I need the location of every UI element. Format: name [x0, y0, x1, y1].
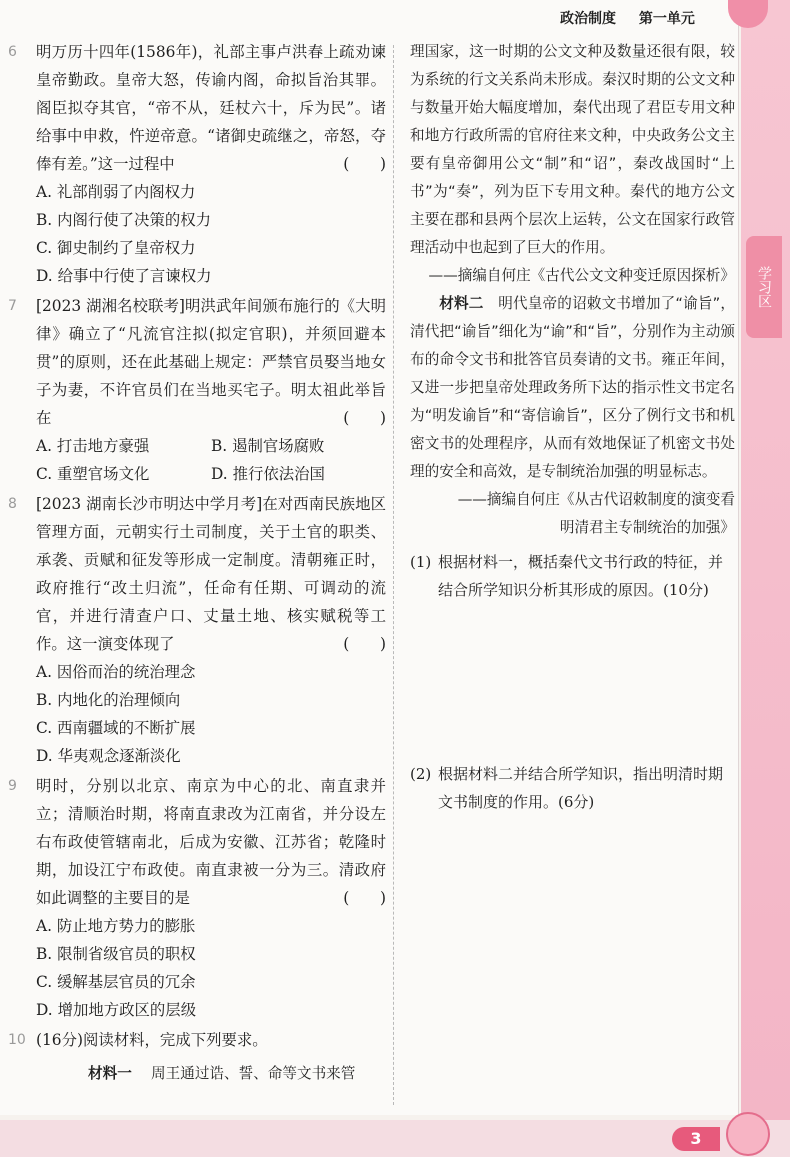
- question-stem: [2023 湖湘名校联考]明洪武年间颁布施行的《大明律》确立了“凡流官注拟(拟定官职)，并须回避本贯”的原则，还在此基础上规定：严禁官员娶当地女子为妻，不许官员们在当地买宅子。明太祖此举旨在 ( ): [36, 292, 386, 432]
- material-2: 材料二 明代皇帝的诏敕文书增加了“谕旨”，清代把“谕旨”细化为“谕”和“旨”，分别作为主动颁布的命令文书和批答官员奏请的文书。雍正年间，又进一步把皇帝处理政务所下达的指示性文书定名为“明发谕旨”和“寄信谕旨”，区分了例行文书和机密文书的处理程序，从而有效地保证了机密文书处理的安全和高效，是专制统治加强的明显标志。: [410, 295, 735, 480]
- sub-question-1: [410, 548, 735, 604]
- answer-bracket: ( ): [343, 155, 386, 173]
- sub-question-number: (2): [410, 765, 432, 783]
- option-a: A. 礼部削弱了内阁权力: [36, 183, 196, 201]
- option-c: C. 西南疆域的不断扩展: [36, 719, 196, 737]
- question-stem: 明时，分别以北京、南京为中心的北、南直隶并立；清顺治时期，将南直隶改为江南省，并分设左右布政使管辖南北，后成为安徽、江苏省；乾隆时期，加设江宁布政使。南直隶被一分为三。清政府如此调整的主要目的是 ( ): [36, 772, 386, 912]
- option-d: D. 华夷观念逐渐淡化: [36, 747, 181, 765]
- material-2-citation: ——摘编自何庄《从古代诏敕制度的演变看 明清君主专制统治的加强》: [457, 491, 735, 536]
- chapter-title: 政治制度: [560, 11, 616, 27]
- option-d: D. 增加地方政区的层级: [36, 1001, 197, 1019]
- option-d: D. 给事中行使了言谏权力: [36, 267, 212, 285]
- question-stem: (16分)阅读材料，完成下列要求。: [36, 1031, 268, 1049]
- unit-title: 第一单元: [638, 11, 695, 27]
- question-8: [8, 490, 386, 770]
- option-b: B. 内地化的治理倾向: [36, 691, 181, 709]
- question-number: 6: [8, 44, 17, 60]
- question-10: [8, 1026, 386, 1088]
- right-margin-strip: [741, 0, 790, 1157]
- option-d: D. 推行依法治国: [211, 465, 325, 483]
- material-1-start: 材料一 周王通过诰、誓、命等文书来管: [88, 1065, 356, 1082]
- option-b: B. 内阁行使了决策的权力: [36, 211, 212, 229]
- option-c: C. 重塑官场文化: [36, 465, 150, 483]
- left-column: [8, 38, 386, 1090]
- sub-question-text: 根据材料一，概括秦代文书行政的特征，并结合所学知识分析其形成的原因。(10分): [438, 553, 724, 599]
- question-number: 8: [8, 496, 17, 512]
- question-stem: 明万历十四年(1586年)，礼部主事卢洪春上疏劝谏皇帝勤政。皇帝大怒，传谕内阁，命拟旨治其罪。阁臣拟夺其官，“帝不从，廷杖六十，斥为民”。诸给事中申救，忤逆帝意。“诸御史疏继之，帝怒，夺俸有差。”这一过程中 ( ): [36, 38, 386, 178]
- mascot-icon: [726, 1112, 770, 1156]
- material-label: 材料一: [88, 1065, 132, 1082]
- answer-bracket: ( ): [343, 889, 386, 907]
- answer-bracket: ( ): [343, 635, 386, 653]
- option-c: C. 缓解基层官员的冗余: [36, 973, 196, 991]
- question-7: [8, 292, 386, 488]
- page-header: [560, 8, 713, 28]
- option-a: A. 因俗而治的统治理念: [36, 663, 196, 681]
- answer-space-1[interactable]: [410, 604, 735, 754]
- question-stem: [2023 湖南长沙市明达中学月考]在对西南民族地区管理方面，元朝实行土司制度，关于土官的职类、承袭、贡赋和征发等形成一定制度。清朝雍正时，政府推行“改土归流”，任命有任期、可调动的流官，并进行清查户口、丈量土地、核实赋税等工作。这一演变体现了 ( ): [36, 490, 386, 658]
- page-number: 3: [672, 1127, 720, 1151]
- option-a: A. 打击地方豪强: [36, 437, 150, 455]
- study-zone-tab: 学习区: [746, 236, 782, 338]
- option-b: B. 遏制官场腐败: [211, 437, 325, 455]
- question-number: 10: [8, 1032, 26, 1048]
- answer-bracket: ( ): [343, 409, 386, 427]
- sub-question-text: 根据材料二并结合所学知识，指出明清时期文书制度的作用。(6分): [438, 765, 724, 811]
- sub-question-number: (1): [410, 553, 432, 571]
- material-1-citation: ——摘编自何庄《古代公文文种变迁原因探析》: [428, 267, 735, 284]
- question-9: [8, 772, 386, 1024]
- option-b: B. 限制省级官员的职权: [36, 945, 196, 963]
- question-number: 7: [8, 298, 17, 314]
- question-6: [8, 38, 386, 290]
- right-column: [410, 38, 735, 966]
- column-divider: [393, 45, 394, 1105]
- question-number: 9: [8, 778, 17, 794]
- material-label: 材料二: [439, 295, 484, 312]
- option-c: C. 御史制约了皇帝权力: [36, 239, 196, 257]
- option-a: A. 防止地方势力的膨胀: [36, 917, 196, 935]
- answer-space-2[interactable]: [410, 816, 735, 966]
- sub-question-2: [410, 760, 735, 816]
- material-1-continued: 理国家，这一时期的公文文种及数量还很有限，较为系统的行文关系尚未形成。秦汉时期的公文文种与数量开始大幅度增加，秦代出现了君臣专用文种和地方行政所需的官府往来文种，中央政务公文主要有皇帝御用公文“制”和“诏”，秦改战国时“上书”为“奏”，列为臣下专用文种。秦代的地方公文主要在郡和县两个层次上运转，公文在国家行政管理活动中也起到了巨大的作用。: [410, 43, 735, 256]
